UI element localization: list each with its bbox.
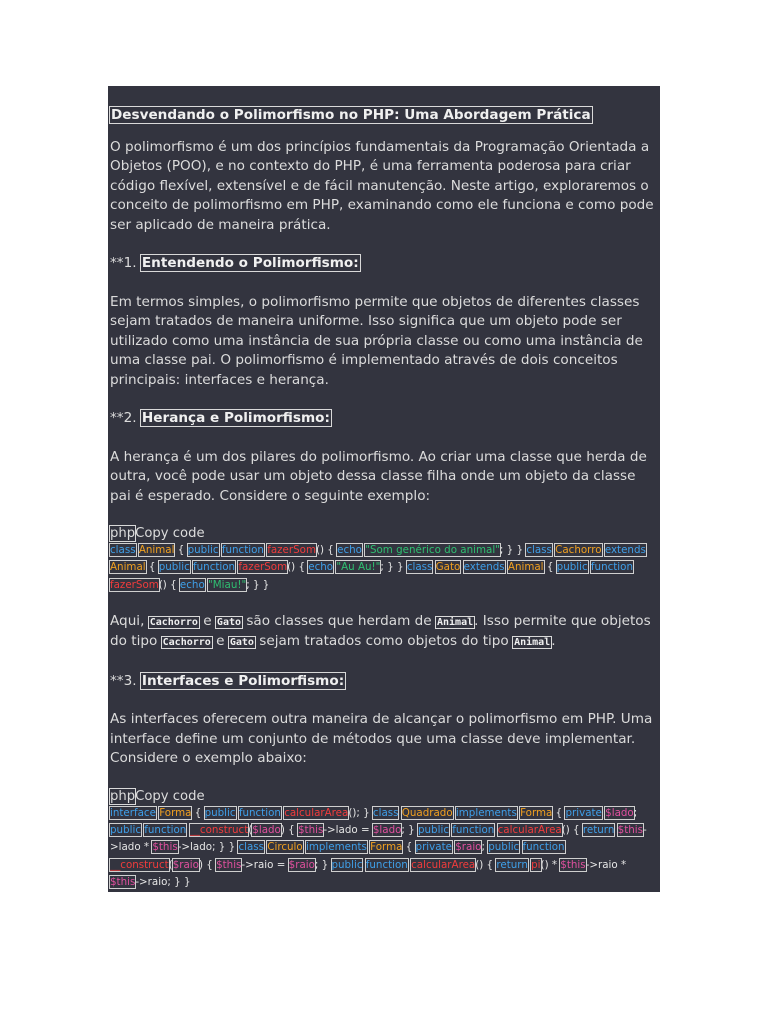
code-token: Gato <box>435 561 461 574</box>
code-token: function <box>238 806 281 819</box>
code-token: $raio <box>172 858 199 871</box>
code-token: ( <box>248 824 253 837</box>
code-token: class <box>238 841 264 854</box>
section-2-title: Herança e Polimorfismo: <box>141 410 330 426</box>
code-token: class <box>110 544 136 556</box>
code-token: { <box>174 544 188 556</box>
inline-code: Cachorro <box>162 637 211 649</box>
inline-code: Cachorro <box>149 616 198 628</box>
code-token: "Au Au!" <box>336 561 381 574</box>
code-token: ; <box>481 841 489 854</box>
code-token: interface <box>110 806 156 819</box>
code-token: $this <box>110 876 136 889</box>
code-token: ; } } <box>499 544 527 556</box>
inline-code: Animal <box>437 616 474 628</box>
copy-code-button[interactable]: Copy code <box>135 526 205 541</box>
code-token: { <box>402 841 416 854</box>
code-token: ->lado = <box>323 824 373 837</box>
article-title-line <box>110 106 658 126</box>
code-token: { <box>145 561 159 574</box>
inline-code: Animal <box>514 637 551 649</box>
code-token: () { <box>315 544 338 556</box>
inline-code: Gato <box>216 616 242 628</box>
code-token: public <box>187 544 219 556</box>
code-token: ( <box>168 858 173 871</box>
code-block-2 <box>110 805 658 891</box>
section-3-heading: **3. Interfaces e Polimorfismo: <box>110 672 345 689</box>
copy-code-button[interactable]: Copy code <box>135 788 205 804</box>
code-token: "Miau!" <box>208 578 247 591</box>
code-token: () <box>561 824 574 837</box>
section-1-heading: **1. Entendendo o Polimorfismo: <box>110 255 359 271</box>
code-token: class <box>526 544 552 556</box>
code-token: return <box>496 858 528 871</box>
section-1-title: Entendendo o Polimorfismo: <box>141 255 359 271</box>
code-token: ; } } <box>380 561 407 574</box>
code-token: class <box>406 561 433 574</box>
code-lang-label: php <box>110 788 136 804</box>
code-token: function <box>193 561 236 574</box>
article-title: Desvendando o Polimorfismo no PHP: Uma Abordagem Prática <box>111 107 591 123</box>
code-token: ; } } <box>246 578 270 591</box>
code-token: ) { <box>198 858 217 871</box>
code-token: Circulo <box>267 841 303 854</box>
code-token: function <box>522 841 565 854</box>
code-token <box>519 841 522 853</box>
intro-paragraph: O polimorfismo é um dos princípios fundamentais da Programação Orientada a Objetos (POO), e no contexto do PHP, é uma ferramenta poderosa para criar código flexível, extensível e de fácil manutenção. Neste artigo, exploraremos o conceito de polimorfismo em PHP, examinando como ele funciona e como pode ser aplicado de maneira prática. <box>110 138 654 233</box>
code-token: () * <box>540 858 561 871</box>
code-token: fazerSom <box>110 578 159 591</box>
code-token: fazerSom <box>238 561 288 574</box>
code-token: ->lado * <box>110 824 647 854</box>
code-token: "Som genérico do animal" <box>365 544 500 556</box>
code-token: calcularArea <box>411 858 476 871</box>
code-token: { <box>191 806 205 819</box>
article <box>110 106 658 892</box>
code-token: { <box>543 561 557 574</box>
code-token: pi <box>531 858 541 871</box>
code-token: () { <box>158 578 180 591</box>
code-token: ->raio = <box>241 858 289 871</box>
code-token: public <box>418 824 449 837</box>
code-token: function <box>144 824 187 837</box>
code-token: () { <box>287 561 309 574</box>
code-token: extends <box>463 561 505 574</box>
code-token: $raio <box>288 858 315 871</box>
code-token: { <box>552 806 566 819</box>
code-token: () { <box>475 858 497 871</box>
code-token: private <box>415 841 452 854</box>
code-token: $this <box>617 824 643 837</box>
code-token: (); } <box>348 806 373 819</box>
code-token: public <box>158 561 190 574</box>
code-token: public <box>488 841 520 854</box>
code-token: function <box>590 561 633 574</box>
code-token: ->raio; } } <box>135 876 191 889</box>
code-token: private <box>565 806 602 819</box>
code-token: function <box>365 858 408 871</box>
code-token: $this <box>216 858 242 871</box>
code-token: ; } <box>314 858 332 871</box>
code-token: $this <box>297 824 324 837</box>
code-token: ) { <box>280 824 298 837</box>
code-token: public <box>110 824 141 837</box>
code-token: $lado <box>252 824 281 837</box>
code-token: echo <box>337 544 362 556</box>
section-2-heading: **2. Herança e Polimorfismo: <box>110 410 330 426</box>
code-token: public <box>204 806 236 819</box>
code-token: return <box>582 824 615 837</box>
code-token: Forma <box>159 806 192 819</box>
code-token: $lado <box>605 806 634 819</box>
code-token: Animal <box>138 544 175 556</box>
section-3-body: As interfaces oferecem outra maneira de alcançar o polimorfismo em PHP. Uma interface define um conjunto de métodos que uma classe deve implementar. Considere o exemplo abaixo: <box>110 711 653 767</box>
code-token: function <box>221 544 264 556</box>
code-token: Forma <box>370 841 403 854</box>
inline-code: Gato <box>229 637 254 649</box>
code-token: function <box>452 824 495 837</box>
code-token: extends <box>604 544 646 556</box>
code-token: Animal <box>507 561 544 574</box>
code-token: ->raio * <box>585 858 627 871</box>
code-token: ; <box>633 806 638 819</box>
code-token: ; } <box>401 824 418 837</box>
code-token: $lado <box>372 824 402 837</box>
section-2-after: Aqui, Cachorro e Gato são classes que herdam de Animal. Isso permite que objetos do tipo Cachorro e Gato sejam tratados como objetos do tipo Animal. <box>110 612 651 650</box>
section-1-body: Em termos simples, o polimorfismo permite que objetos de diferentes classes sejam tratados de maneira uniforme. Isso significa que um objeto pode ser utilizado como uma instância de sua própria classe ou como uma instância de uma classe pai. O polimorfismo é implementado através de dois conceitos principais: interfaces e herança. <box>110 293 643 388</box>
code-block-1 <box>110 542 658 594</box>
code-token: Cachorro <box>555 544 602 556</box>
code-token: { <box>573 824 583 837</box>
code-token: echo <box>308 561 334 574</box>
code-token: __construct <box>110 858 169 871</box>
code-token: Forma <box>520 806 553 819</box>
code-token: public <box>556 561 588 574</box>
code-token: echo <box>179 578 205 591</box>
section-2-body: A herança é um dos pilares do polimorfismo. Ao criar uma classe que herda de outra, você pode usar um objeto dessa classe filha onde um objeto da classe pai é esperado. Considere o seguinte exemplo: <box>110 448 647 504</box>
code-token: Animal <box>110 561 146 574</box>
code-token: implements <box>455 806 517 819</box>
code-block-1-header <box>110 525 658 542</box>
code-block-2-header <box>110 788 658 805</box>
code-token: $this <box>152 841 178 854</box>
code-token: $raio <box>455 841 482 854</box>
code-token: Quadrado <box>401 806 453 819</box>
code-token: $this <box>560 858 586 871</box>
code-token: implements <box>305 841 367 854</box>
code-token: calcularArea <box>284 806 349 819</box>
code-token: class <box>372 806 399 819</box>
code-token: fazerSom <box>267 544 316 556</box>
code-token: calcularArea <box>497 824 562 837</box>
section-3-title: Interfaces e Polimorfismo: <box>141 672 345 689</box>
code-token: __construct <box>189 824 249 837</box>
code-token: public <box>331 858 363 871</box>
document-page <box>108 86 660 892</box>
code-token: ->lado; } } <box>177 841 239 854</box>
code-lang-label: php <box>110 526 136 541</box>
